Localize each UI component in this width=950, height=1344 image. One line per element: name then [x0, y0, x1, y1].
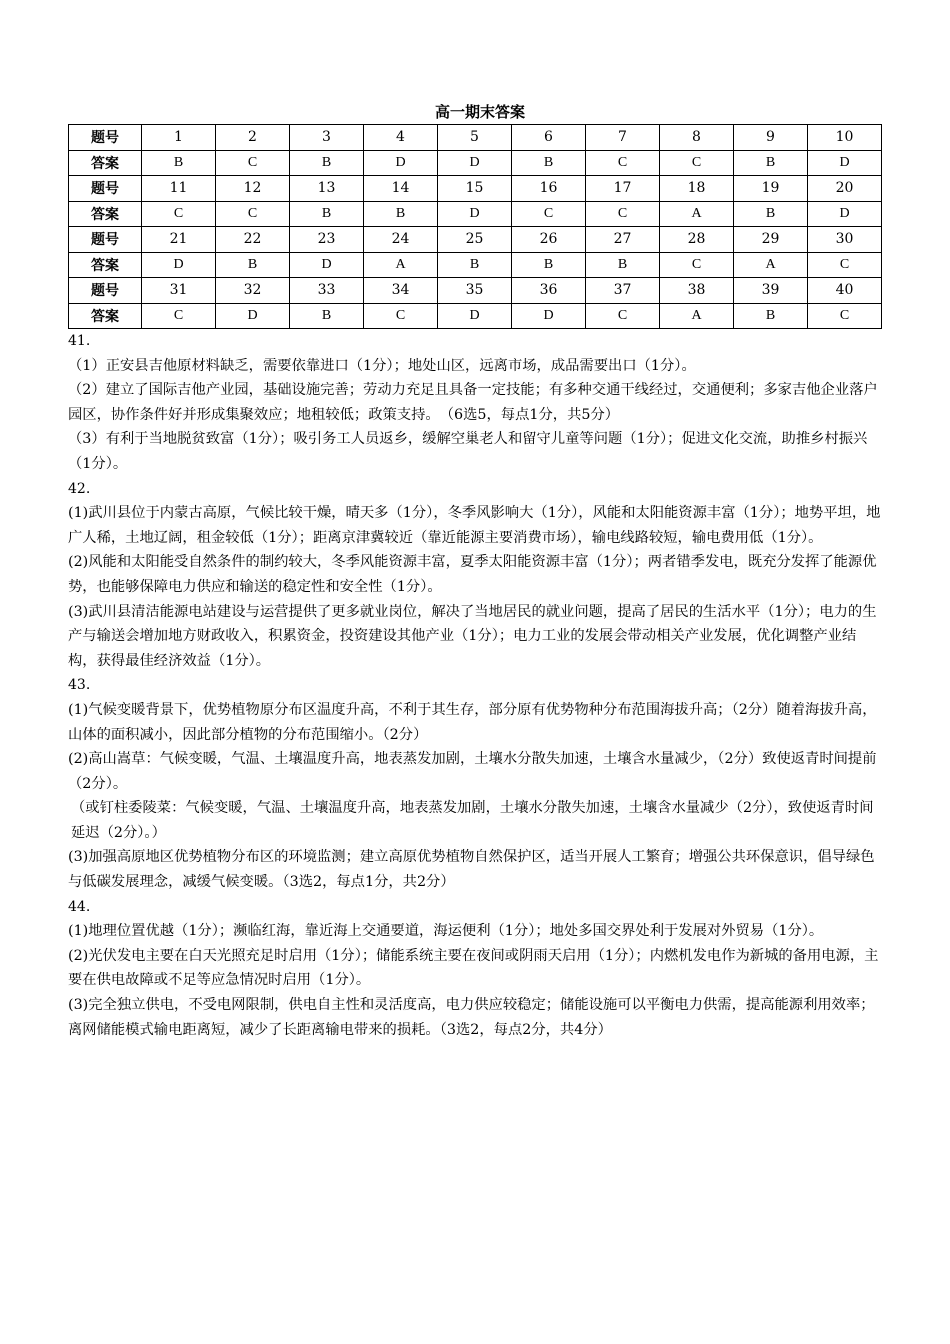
answer-cell: B — [290, 303, 364, 329]
answer-cell: B — [290, 201, 364, 227]
row-label-number: 题号 — [69, 278, 142, 304]
question-number-cell: 37 — [586, 278, 660, 304]
question-number-cell: 28 — [660, 227, 734, 253]
question-number-cell: 32 — [216, 278, 290, 304]
question-number-cell: 1 — [142, 125, 216, 151]
answer-cell: D — [364, 150, 438, 176]
question-number-cell: 33 — [290, 278, 364, 304]
question-number-cell: 10 — [808, 125, 882, 151]
q43-part-2-alt: （或钉柱委陵菜：气候变暖，气温、土壤温度升高，地表蒸发加剧，土壤水分散失加速，土壤含水量减少（2分），致使返青时间延迟（2分）。） — [71, 800, 874, 841]
answer-cell: B — [512, 252, 586, 278]
q43-part-2: (2)高山嵩草：气候变暖，气温、土壤温度升高，地表蒸发加剧，土壤水分散失加速，土壤含水量减少，（2分）致使返青时间提前（2分）。 — [68, 751, 877, 792]
question-number-cell: 38 — [660, 278, 734, 304]
answer-cell: C — [216, 150, 290, 176]
q44-part-3: (3)完全独立供电，不受电网限制，供电自主性和灵活度高，电力供应较稳定；储能设施可以平衡电力供需，提高能源利用效率； 离网储能模式输电距离短，减少了长距离输电带来的损耗。（3选2，每点2分，共4分） — [68, 997, 882, 1038]
answer-cell: D — [438, 201, 512, 227]
answer-cell: B — [734, 303, 808, 329]
essay-answers — [68, 329, 882, 1042]
answer-cell: C — [586, 150, 660, 176]
answer-cell: D — [142, 252, 216, 278]
answer-row — [69, 252, 882, 278]
question-number-cell: 27 — [586, 227, 660, 253]
question-number-row — [69, 227, 882, 253]
question-number-cell: 12 — [216, 176, 290, 202]
q44-part-1: (1)地理位置优越（1分）；濒临红海，靠近海上交通要道，海运便利（1分）；地处多国交界处利于发展对外贸易（1分）。 — [68, 923, 824, 940]
answer-cell: C — [216, 201, 290, 227]
question-number-cell: 11 — [142, 176, 216, 202]
q41-part-1: （1）正安县吉他原材料缺乏，需要依靠进口（1分）；地处山区，远离市场，成品需要出口（1分）。 — [68, 357, 696, 374]
row-label-answer: 答案 — [69, 252, 142, 278]
question-number-cell: 17 — [586, 176, 660, 202]
answer-cell: C — [586, 201, 660, 227]
row-label-number: 题号 — [69, 176, 142, 202]
question-number-cell: 36 — [512, 278, 586, 304]
answer-cell: C — [660, 150, 734, 176]
answer-row — [69, 150, 882, 176]
question-number-cell: 19 — [734, 176, 808, 202]
question-44-number: 44. — [68, 898, 91, 915]
question-number-cell: 25 — [438, 227, 512, 253]
question-number-cell: 9 — [734, 125, 808, 151]
answer-table — [68, 124, 882, 329]
question-41-number: 41. — [68, 333, 91, 349]
question-number-cell: 35 — [438, 278, 512, 304]
answer-sheet — [68, 100, 882, 1042]
answer-cell: C — [142, 303, 216, 329]
question-number-cell: 14 — [364, 176, 438, 202]
answer-cell: B — [734, 201, 808, 227]
answer-cell: D — [290, 252, 364, 278]
question-number-cell: 5 — [438, 125, 512, 151]
row-label-answer: 答案 — [69, 303, 142, 329]
question-number-cell: 20 — [808, 176, 882, 202]
answer-cell: B — [586, 252, 660, 278]
question-number-cell: 24 — [364, 227, 438, 253]
row-label-answer: 答案 — [69, 201, 142, 227]
question-number-cell: 21 — [142, 227, 216, 253]
question-number-cell: 15 — [438, 176, 512, 202]
answer-cell: B — [438, 252, 512, 278]
answer-cell: A — [364, 252, 438, 278]
answer-cell: D — [512, 303, 586, 329]
answer-cell: C — [512, 201, 586, 227]
question-number-cell: 3 — [290, 125, 364, 151]
answer-cell: A — [660, 303, 734, 329]
question-42-number: 42. — [68, 480, 91, 497]
q42-part-3: (3)武川县清洁能源电站建设与运营提供了更多就业岗位，解决了当地居民的就业问题，提高了居民的生活水平（1分）；电力的生产与输送会增加地方财政收入，积累资金，投资建设其他产业（1分）；电力工业的发展会带动相关产业发展，优化调整产业结构，获得最佳经济效益（1分）。 — [68, 603, 877, 669]
question-number-cell: 4 — [364, 125, 438, 151]
answer-cell: B — [734, 150, 808, 176]
answer-cell: D — [808, 150, 882, 176]
question-number-cell: 8 — [660, 125, 734, 151]
row-label-answer: 答案 — [69, 150, 142, 176]
answer-cell: B — [216, 252, 290, 278]
question-43-number: 43. — [68, 677, 91, 694]
answer-cell: B — [290, 150, 364, 176]
question-number-cell: 6 — [512, 125, 586, 151]
question-number-cell: 23 — [290, 227, 364, 253]
answer-cell: D — [216, 303, 290, 329]
question-number-cell: 30 — [808, 227, 882, 253]
answer-cell: C — [808, 303, 882, 329]
question-number-cell: 22 — [216, 227, 290, 253]
q43-part-3: (3)加强高原地区优势植物分布区的环境监测；建立高原优势植物自然保护区，适当开展人工繁育；增强公共环保意识，倡导绿色与低碳发展理念，减缓气候变暖。（3选2，每点1分，共2分） — [68, 849, 875, 891]
answer-cell: A — [734, 252, 808, 278]
answer-cell: D — [438, 150, 512, 176]
answer-row — [69, 303, 882, 329]
answer-cell: C — [142, 201, 216, 227]
q42-part-1: (1)武川县位于内蒙古高原，气候比较干燥，晴天多（1分），冬季风影响大（1分），风能和太阳能资源丰富（1分）；地势平坦，地广人稀，土地辽阔，租金较低（1分）；距离京津冀较近（靠近能源主要消费市场），输电线路较短，输电费用低（1分）。 — [68, 505, 881, 546]
answer-cell: B — [364, 201, 438, 227]
row-label-number: 题号 — [69, 125, 142, 151]
answer-cell: D — [438, 303, 512, 329]
q44-part-2: (2)光伏发电主要在白天光照充足时启用（1分）；储能系统主要在夜间或阴雨天启用（1分）；内燃机发电作为新城的备用电源，主要在供电故障或不足等应急情况时启用（1分）。 — [68, 947, 879, 989]
question-number-cell: 18 — [660, 176, 734, 202]
answer-cell: B — [512, 150, 586, 176]
question-number-cell: 26 — [512, 227, 586, 253]
question-number-cell: 29 — [734, 227, 808, 253]
page-title: 高一期末答案 — [434, 103, 525, 121]
question-number-cell: 40 — [808, 278, 882, 304]
q41-part-3: （3）有利于当地脱贫致富（1分）；吸引务工人员返乡，缓解空巢老人和留守儿童等问题（1分）；促进文化交流，助推乡村振兴（1分）。 — [68, 431, 868, 472]
question-number-cell: 31 — [142, 278, 216, 304]
answer-cell: A — [660, 201, 734, 227]
question-number-cell: 2 — [216, 125, 290, 151]
answer-cell: C — [660, 252, 734, 278]
question-number-row — [69, 176, 882, 202]
q42-part-2: (2)风能和太阳能受自然条件的制约较大，冬季风能资源丰富，夏季太阳能资源丰富（1分）；两者错季发电，既充分发挥了能源优势，也能够保障电力供应和输送的稳定性和安全性（1分）。 — [68, 554, 877, 595]
answer-cell: C — [808, 252, 882, 278]
answer-row — [69, 201, 882, 227]
q43-part-1: (1)气候变暖背景下，优势植物原分布区温度升高，不利于其生存，部分原有优势物种分布范围海拔升高；（2分）随着海拔升高，山体的面积减小，因此部分植物的分布范围缩小。（2分） — [68, 701, 877, 743]
answer-cell: C — [586, 303, 660, 329]
question-number-cell: 7 — [586, 125, 660, 151]
question-number-cell: 34 — [364, 278, 438, 304]
answer-cell: B — [142, 150, 216, 176]
question-number-cell: 39 — [734, 278, 808, 304]
question-number-row — [69, 278, 882, 304]
q41-part-2: （2）建立了国际吉他产业园，基础设施完善；劳动力充足且具备一定技能；有多种交通干线经过，交通便利；多家吉他企业落户园区，协作条件好并形成集聚效应；地租较低；政策支持。 （6选5，每点1分，共5分） — [68, 382, 878, 423]
question-number-cell: 16 — [512, 176, 586, 202]
answer-cell: C — [364, 303, 438, 329]
answer-cell: D — [808, 201, 882, 227]
question-number-cell: 13 — [290, 176, 364, 202]
question-number-row — [69, 125, 882, 151]
row-label-number: 题号 — [69, 227, 142, 253]
